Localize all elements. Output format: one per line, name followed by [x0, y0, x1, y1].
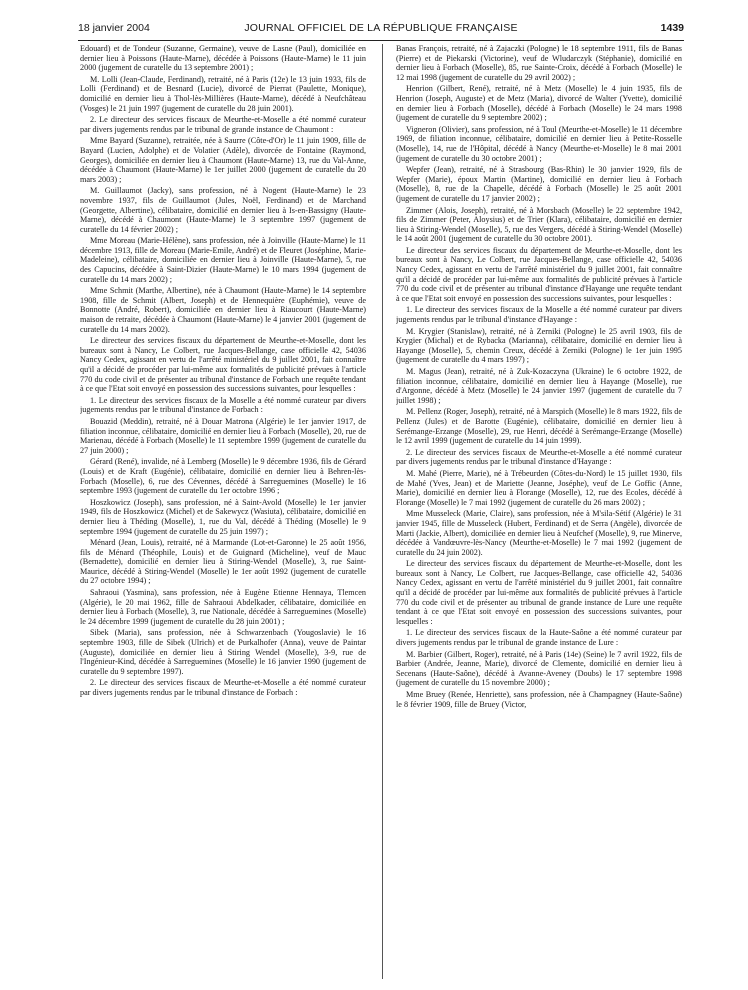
paragraph: 1. Le directeur des services fiscaux de la Moselle a été nommé curateur par divers jugements rendus par le tribunal d'instance d'Hayange : [396, 305, 682, 325]
paragraph: M. Guillaumot (Jacky), sans profession, né à Nogent (Haute-Marne) le 23 novembre 1937, fils de Guillaumot (Jules, Noël, Ferdinand) et de Marchand (Georgette, Albertine), célibataire, domicilié en dernier lieu à Is-en-Bassigny (Haute-Marne), décédé à Chaumont (Haute-Marne) le 3 septembre 1997 (jugement de curatelle du 14 février 2002) ; [80, 186, 366, 234]
paragraph: M. Pellenz (Roger, Joseph), retraité, né à Marspich (Moselle) le 8 mars 1922, fils de Pellenz (Jules) et de Barotte (Eugénie), célibataire, domicilié en dernier lieu à Serémange-Erzange (Moselle), 29, rue Henri, décédé à Serémange-Erzange (Moselle) le 12 avril 1999 (jugement de curatelle du 14 juin 1999). [396, 407, 682, 446]
paragraph: M. Krygier (Stanislaw), retraité, né à Zerniki (Pologne) le 25 avril 1903, fils de Krygier (Michal) et de Rybacka (Marianna), célibataire, domicilié en dernier lieu à Hayange (Moselle), 5, chemin Creux, décédé à Zerniki (Pologne) le 1er juin 1995 (jugement de curatelle du 4 mars 1997) ; [396, 326, 682, 365]
paragraph: M. Mahé (Pierre, Marie), né à Trébeurden (Côtes-du-Nord) le 15 juillet 1930, fils de Mahé (Yves, Jean) et de Mariette (Jeanne, Joséphe), veuf de Le Goffic (Anne, Marie), domicilié en dernier lieu à Florange (Moselle), 12, rue des Ecoles, décédé à Florange (Moselle) le 7 mai 1992 (jugement de curatelle du 26 mars 2002) ; [396, 468, 682, 507]
paragraph: Edouard) et de Tondeur (Suzanne, Germaine), veuve de Lasne (Paul), domiciliée en dernier lieu à Poissons (Haute-Marne), décédée à Poissons (Haute-Marne) le 11 juin 2000 (jugement de curatelle du 13 septembre 2001) ; [80, 44, 366, 73]
paragraph: Hoszkowicz (Joseph), sans profession, né à Saint-Avold (Moselle) le 1er janvier 1949, fils de Hoszkowicz (Michel) et de Sakewycz (Wasiuta), célibataire, domicilié en dernier lieu à Théding (Moselle), 1, rue du Val, décédé à Théding (Moselle) le 9 septembre 1994 (jugement de curatelle du 25 juin 1997) ; [80, 497, 366, 536]
paragraph: Mme Moreau (Marie-Hélène), sans profession, née à Joinville (Haute-Marne) le 11 décembre 1913, fille de Moreau (Marie-Emile, André) et de Fleuret (Joséphine, Marie-Madeleine), célibataire, domiciliée en dernier lieu à Joinville (Haute-Marne), 5, rue des Capucins, décédée à Saint-Dizier (Haute-Marne) le 10 mars 1994 (jugement de curatelle du 14 mars 2002) ; [80, 236, 366, 284]
paragraph: Gérard (René), invalide, né à Lemberg (Moselle) le 9 décembre 1936, fils de Gérard (Louis) et de Kraft (Eugénie), célibataire, domicilié en dernier lieu à Behren-lès-Forbach (Moselle), 6, rue des Cévennes, décédé à Sarreguemines (Moselle) le 16 septembre 1993 (jugement de curatelle du 1er octobre 1996 ; [80, 457, 366, 496]
header-rule [78, 40, 684, 41]
left-column [80, 44, 366, 979]
paragraph: Mme Schmit (Marthe, Albertine), née à Chaumont (Haute-Marne) le 14 septembre 1908, fille de Schmit (Albert, Joseph) et de Hennequière (Euphémie), veuve de Bonnotte (André, Robert), domiciliée en dernier lieu à Riaucourt (Haute-Marne) maison de retraite, décédée à Chaumont (Haute-Marne) le 4 janvier 2001 (jugement de curatelle du 14 mars 2002). [80, 286, 366, 334]
paragraph: 1. Le directeur des services fiscaux de la Haute-Saône a été nommé curateur par divers jugements rendus par le tribunal de grande instance de Lure : [396, 628, 682, 648]
paragraph: 2. Le directeur des services fiscaux de Meurthe-et-Moselle a été nommé curateur par divers jugements rendus par le tribunal d'instance de Forbach : [80, 678, 366, 697]
paragraph: Mme Musseleck (Marie, Claire), sans profession, née à M'sila-Sétif (Algérie) le 31 janvier 1945, fille de Musseleck (Hubert, Ferdinand) et de Serra (Angèle), divorcée de Marti (Jackie, Albert), domiciliée en dernier lieu à Neufchef (Moselle), 9, rue Minerve, décédée à Vandœuvre-lès-Nancy (Meurthe-et-Moselle) le 7 mai 1992 (jugement de curatelle du 24 juin 2002). [396, 509, 682, 557]
paragraph: Wepfer (Jean), retraité, né à Strasbourg (Bas-Rhin) le 30 janvier 1929, fils de Wepfer (Marie), époux Martin (Martine), domicilié en dernier lieu à Forbach (Moselle), 8, rue de la Chapelle, décédé à Forbach (Moselle) le 25 août 2001 (jugement de curatelle du 17 janvier 2002) ; [396, 165, 682, 203]
paragraph: M. Magus (Jean), retraité, né à Zuk-Kozaczyna (Ukraine) le 6 octobre 1922, de filiation inconnue, célibataire, domicilié en dernier lieu à Hayange (Moselle), rue d'Argonne, décédé à Metz (Moselle) le 24 janvier 1997 (jugement de curatelle du 7 juillet 1998) ; [396, 367, 682, 405]
page-header [78, 22, 684, 36]
paragraph: 1. Le directeur des services fiscaux de la Moselle a été nommé curateur par divers jugements rendus par le tribunal d'instance de Forbach : [80, 395, 366, 415]
journal-title: JOURNAL OFFICIEL DE LA RÉPUBLIQUE FRANÇAISE [244, 22, 518, 34]
paragraph: Bouazid (Meddin), retraité, né à Douar Matrona (Algérie) le 1er janvier 1917, de filiation inconnue, célibataire, domicilié en dernier lieu à Forbach (Moselle), 20, rue de Marienau, décédé à Forbach (Moselle) le 11 septembre 1999 (jugement de curatelle du 27 juin 2000) ; [80, 416, 366, 455]
paragraph: 2. Le directeur des services fiscaux de Meurthe-et-Moselle a été nommé curateur par divers jugements rendus par le tribunal de grande instance de Chaumont : [80, 115, 366, 134]
paragraph: Mme Bayard (Suzanne), retraitée, née à Saurre (Côte-d'Or) le 11 juin 1909, fille de Bayard (Lucien, Adolphe) et de Volatier (Adèle), divorcée de Fontaine (Raymond, Georges), domiciliée en dernier lieu à Chaumont (Haute-Marne) 13, rue du Val-Anne, décédée à Chaumont (Haute-Marne) le 1er juillet 2000 (jugement de curatelle du 20 mars 2003) ; [80, 136, 366, 184]
paragraph: Henrion (Gilbert, René), retraité, né à Metz (Moselle) le 4 juin 1935, fils de Henrion (Joseph, Auguste) et de Metz (Maria), divorcé de Walter (Yvette), domicilié en dernier lieu à Forbach (Moselle), décédé à Forbach (Moselle) le 24 mars 1998 (jugement de curatelle du 9 septembre 2002) ; [396, 84, 682, 123]
paragraph: M. Lolli (Jean-Claude, Ferdinand), retraité, né à Paris (12e) le 13 juin 1933, fils de Lolli (Ferdinand) et de Besnard (Lucie), divorcé de Pierrat (Paulette, Monique), domicilié en dernier lieu à Thol-lès-Millières (Haute-Marne), décédé à Neufchâteau (Vosges) le 21 juin 1997 (jugement de curatelle du 28 juin 2001). [80, 74, 366, 113]
paragraph: M. Barbier (Gilbert, Roger), retraité, né à Paris (14e) (Seine) le 7 avril 1922, fils de Barbier (Andrée, Jeanne, Marie), divorcé de Clemente, domicilié en dernier lieu à Secenans (Haute-Saône), décédé à Avanne-Aveney (Doubs) le 17 septembre 1998 (jugement de curatelle du 15 novembre 2000) ; [396, 649, 682, 688]
paragraph: Le directeur des services fiscaux du département de Meurthe-et-Moselle, dont les bureaux sont à Nancy, Le Colbert, rue Jacques-Bellange, case officielle 42, 54036 Nancy Cedex, agissant en vertu de l'arrêté ministériel du 9 juillet 2001, fait connaître qu'il a décidé de procéder par lui-même aux formalités de publicité prévues à l'article 770 du code civil et de présenter au tribunal d'instance d'Hayange une requête tendant à ce que l'Etat soit envoyé en possession des successions suivantes, pour lesquelles : [396, 245, 682, 303]
paragraph: Mme Bruey (Renée, Henriette), sans profession, née à Champagney (Haute-Saône) le 8 février 1909, fille de Bruey (Victor, [396, 690, 682, 709]
right-column [396, 44, 682, 979]
paragraph: Ménard (Jean, Louis), retraité, né à Marmande (Lot-et-Garonne) le 25 août 1956, fils de Ménard (Théophile, Louis) et de Guignard (Micheline), veuf de Mauc (Bernadette), domicilié en dernier lieu à Stiring-Wendel (Moselle), 3, rue Saint-Maurice, décédé à Stiring-Wendel (Moselle) le 1er août 1992 (jugement de curatelle du 27 octobre 1994) ; [80, 538, 366, 586]
column-divider [382, 44, 383, 979]
paragraph: Sahraoui (Yasmina), sans profession, née à Eugène Etienne Hennaya, Tlemcen (Algérie), le 20 mai 1962, fille de Sahraoui Abdelkader, célibataire, domiciliée en dernier lieu à Forbach (Moselle), 3, rue Nationale, décédée à Sarreguemines (Moselle) le 24 décembre 1999 (jugement de curatelle du 28 juin 2001) ; [80, 588, 366, 626]
page-number: 1439 [660, 22, 684, 34]
paragraph: Vigneron (Olivier), sans profession, né à Toul (Meurthe-et-Moselle) le 11 décembre 1969, de filiation inconnue, célibataire, domicilié en dernier lieu à Petite-Rosselle (Moselle), 14, rue de l'Hôpital, décédé à Nancy (Meurthe-et-Moselle) le 8 mai 2001 (jugement de curatelle du 30 octobre 2001) ; [396, 124, 682, 163]
paragraph: 2. Le directeur des services fiscaux de Meurthe-et-Moselle a été nommé curateur par divers jugements rendus par le tribunal d'instance d'Hayange : [396, 447, 682, 467]
header-date: 18 janvier 2004 [78, 22, 150, 34]
paragraph: Le directeur des services fiscaux du département de Meurthe-et-Moselle, dont les bureaux sont à Nancy, Le Colbert, rue Jacques-Bellange, case officielle 42, 54036 Nancy Cedex, agissant en vertu de l'arrêté ministériel du 9 juillet 2001, fait connaître qu'il a décidé de procéder par lui-même aux formalités de publicité prévues à l'article 770 du code civil et de présenter au tribunal de grande instance de Lure une requête tendant à ce que l'Etat soit envoyé en possession des successions suivantes, pour lesquelles : [396, 559, 682, 626]
paragraph: Sibek (Maria), sans profession, née à Schwarzenbach (Yougoslavie) le 16 septembre 1903, fille de Sibek (Ulrich) et de Purkalhofer (Anna), veuve de Paintar (Auguste), domiciliée en dernier lieu à Stiring Wendel (Moselle), 3-9, rue de l'Ingénieur-Kind, décédée à Sarreguemines (Moselle) le 16 janvier 1990 (jugement de curatelle du 9 septembre 1997). [80, 628, 366, 676]
paragraph: Banas François, retraité, né à Zajaczki (Pologne) le 18 septembre 1911, fils de Banas (Pierre) et de Piekarski (Victorine), veuf de Wludarczyk (Stéphanie), domicilié en dernier lieu à Forbach (Moselle), 85, rue Sainte-Croix, décédé à Forbach (Moselle) le 12 mai 1998 (jugement de curatelle du 29 avril 2002) ; [396, 44, 682, 82]
paragraph: Le directeur des services fiscaux du département de Meurthe-et-Moselle, dont les bureaux sont à Nancy, Le Colbert, rue Jacques-Bellange, case officielle 42, 54036 Nancy Cedex, agissant en vertu de l'arrêté ministériel du 9 juillet 2001, fait connaître qu'il a décidé de procéder par lui-même aux formalités de publicité prévues à l'article 770 du code civil et de présenter au tribunal d'instance de Forbach une requête tendant à ce que l'Etat soit envoyé en possession des successions suivantes, pour lesquelles : [80, 336, 366, 394]
paragraph: Zimmer (Alois, Joseph), retraité, né à Morsbach (Moselle) le 22 septembre 1942, fils de Zimmer (Peter, Aloysius) et de Trier (Klara), célibataire, domicilié en dernier lieu à Stiring-Wendel (Moselle), 5, rue des Vergers, décédé à Stiring-Wendel (Moselle) le 14 août 2001 (jugement de curatelle du 30 octobre 2001). [396, 205, 682, 244]
